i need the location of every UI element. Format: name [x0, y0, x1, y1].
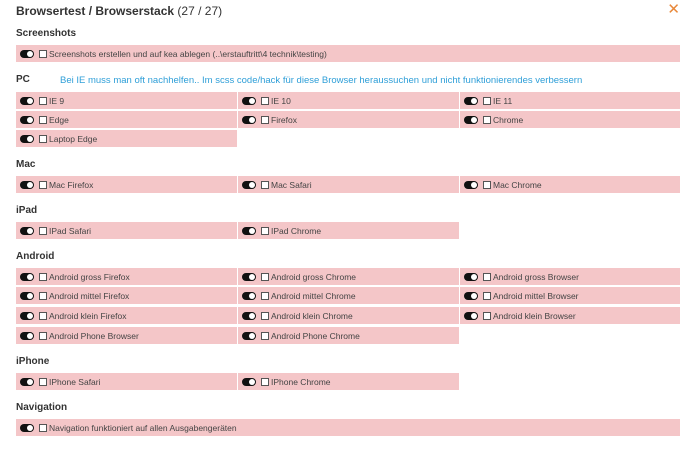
checklist-item[interactable]	[16, 45, 680, 62]
checkbox-icon[interactable]	[261, 116, 269, 124]
toggle-icon[interactable]	[242, 378, 256, 386]
checkbox-icon[interactable]	[261, 273, 269, 281]
item-label: Android mittel Browser	[493, 290, 579, 301]
checklist-item[interactable]	[16, 287, 237, 304]
checklist-item[interactable]	[16, 222, 237, 239]
item-label: Chrome	[493, 114, 524, 125]
checkbox-icon[interactable]	[39, 135, 47, 143]
item-label: IPhone Safari	[49, 376, 101, 387]
toggle-icon[interactable]	[20, 227, 34, 235]
checkbox-icon[interactable]	[483, 97, 491, 105]
item-label: Android klein Browser	[493, 310, 576, 321]
checkbox-icon[interactable]	[39, 292, 47, 300]
item-label: Android gross Firefox	[49, 271, 130, 282]
section-title-pc: PC	[16, 74, 30, 85]
checklist-item[interactable]	[238, 176, 459, 193]
checkbox-icon[interactable]	[483, 292, 491, 300]
toggle-icon[interactable]	[20, 378, 34, 386]
item-label: Edge	[49, 114, 69, 125]
toggle-icon[interactable]	[242, 312, 256, 320]
toggle-icon[interactable]	[464, 292, 478, 300]
item-label: Android Phone Browser	[49, 330, 139, 341]
item-label: IPad Safari	[49, 225, 92, 236]
section-title-ipad: iPad	[16, 205, 38, 216]
checklist-item[interactable]	[16, 92, 237, 109]
item-label: Mac Safari	[271, 179, 312, 190]
checkbox-icon[interactable]	[39, 332, 47, 340]
checkbox-icon[interactable]	[261, 97, 269, 105]
item-label: Android klein Firefox	[49, 310, 127, 321]
checkbox-icon[interactable]	[483, 273, 491, 281]
checkbox-icon[interactable]	[261, 378, 269, 386]
checklist-item[interactable]	[460, 307, 680, 324]
item-label: Android gross Chrome	[271, 271, 357, 282]
section-title-navigation: Navigation	[16, 402, 68, 413]
checkbox-icon[interactable]	[261, 227, 269, 235]
checklist-item[interactable]	[16, 130, 237, 147]
toggle-icon[interactable]	[20, 181, 34, 189]
checklist-item[interactable]	[238, 92, 459, 109]
progress-count: (27 / 27)	[177, 4, 223, 18]
item-label: Screenshots erstellen und auf kea ablegen (..\erstauftritt\4 technik\testing)	[49, 48, 327, 59]
item-label: Android mittel Firefox	[49, 290, 130, 301]
toggle-icon[interactable]	[242, 181, 256, 189]
checklist-item[interactable]	[238, 222, 459, 239]
checklist-item[interactable]	[460, 268, 680, 285]
section-title-android: Android	[16, 251, 55, 262]
toggle-icon[interactable]	[20, 312, 34, 320]
toggle-icon[interactable]	[242, 273, 256, 281]
checklist-item[interactable]	[238, 327, 459, 344]
toggle-icon[interactable]	[464, 181, 478, 189]
item-label: Android klein Chrome	[271, 310, 353, 321]
checklist-item[interactable]	[238, 111, 459, 128]
toggle-icon[interactable]	[242, 332, 256, 340]
toggle-icon[interactable]	[242, 116, 256, 124]
item-label: IE 11	[493, 95, 513, 106]
toggle-icon[interactable]	[464, 116, 478, 124]
item-label: IPad Chrome	[271, 225, 322, 236]
checklist-item[interactable]	[460, 176, 680, 193]
checklist-item[interactable]	[238, 373, 459, 390]
item-label: Android gross Browser	[493, 271, 579, 282]
checkbox-icon[interactable]	[261, 332, 269, 340]
item-label: IPhone Chrome	[271, 376, 331, 387]
section-title-screenshots: Screenshots	[16, 28, 77, 39]
checkbox-icon[interactable]	[39, 378, 47, 386]
item-label: Firefox	[271, 114, 297, 125]
checkbox-icon[interactable]	[261, 312, 269, 320]
toggle-icon[interactable]	[464, 273, 478, 281]
title-text: Browsertest / Browserstack	[16, 4, 175, 18]
checkbox-icon[interactable]	[39, 424, 47, 432]
item-label: IE 10	[271, 95, 291, 106]
toggle-icon[interactable]	[20, 50, 34, 58]
checkbox-icon[interactable]	[39, 227, 47, 235]
dialog-title	[16, 4, 222, 18]
toggle-icon[interactable]	[464, 312, 478, 320]
section-title-mac: Mac	[16, 159, 36, 170]
toggle-icon[interactable]	[20, 97, 34, 105]
checklist-item[interactable]	[460, 92, 680, 109]
item-label: Laptop Edge	[49, 133, 98, 144]
checklist-item[interactable]	[460, 287, 680, 304]
checkbox-icon[interactable]	[39, 50, 47, 58]
checkbox-icon[interactable]	[39, 97, 47, 105]
checklist-item[interactable]	[238, 307, 459, 324]
checkbox-icon[interactable]	[39, 181, 47, 189]
toggle-icon[interactable]	[20, 273, 34, 281]
checklist-item[interactable]	[16, 268, 237, 285]
item-label: Navigation funktioniert auf allen Ausgabengeräten	[49, 422, 237, 433]
toggle-icon[interactable]	[20, 135, 34, 143]
toggle-icon[interactable]	[242, 97, 256, 105]
item-label: Android mittel Chrome	[271, 290, 356, 301]
close-icon[interactable]: ✕	[667, 1, 680, 18]
section-title-iphone: iPhone	[16, 356, 50, 367]
checkbox-icon[interactable]	[483, 312, 491, 320]
checklist-item[interactable]	[16, 111, 237, 128]
checklist-item[interactable]	[16, 373, 237, 390]
checkbox-icon[interactable]	[483, 116, 491, 124]
checklist-item[interactable]	[460, 111, 680, 128]
item-label: Android Phone Chrome	[271, 330, 360, 341]
toggle-icon[interactable]	[464, 97, 478, 105]
checkbox-icon[interactable]	[39, 273, 47, 281]
checkbox-icon[interactable]	[483, 181, 491, 189]
checklist-item[interactable]	[238, 268, 459, 285]
pc-note: Bei IE muss man oft nachhelfen.. Im scss code/hack für diese Browser heraussuchen und nicht funktionierendes verbessern	[60, 75, 583, 86]
toggle-icon[interactable]	[20, 332, 34, 340]
toggle-icon[interactable]	[20, 116, 34, 124]
checklist-item[interactable]	[16, 307, 237, 324]
checklist-item[interactable]	[16, 327, 237, 344]
item-label: Mac Chrome	[493, 179, 542, 190]
toggle-icon[interactable]	[242, 227, 256, 235]
checklist-item[interactable]	[238, 287, 459, 304]
checkbox-icon[interactable]	[39, 312, 47, 320]
toggle-icon[interactable]	[20, 292, 34, 300]
item-label: IE 9	[49, 95, 65, 106]
checkbox-icon[interactable]	[261, 292, 269, 300]
toggle-icon[interactable]	[20, 424, 34, 432]
checkbox-icon[interactable]	[39, 116, 47, 124]
checkbox-icon[interactable]	[261, 181, 269, 189]
toggle-icon[interactable]	[242, 292, 256, 300]
checklist-item[interactable]	[16, 419, 680, 436]
item-label: Mac Firefox	[49, 179, 94, 190]
checklist-item[interactable]	[16, 176, 237, 193]
